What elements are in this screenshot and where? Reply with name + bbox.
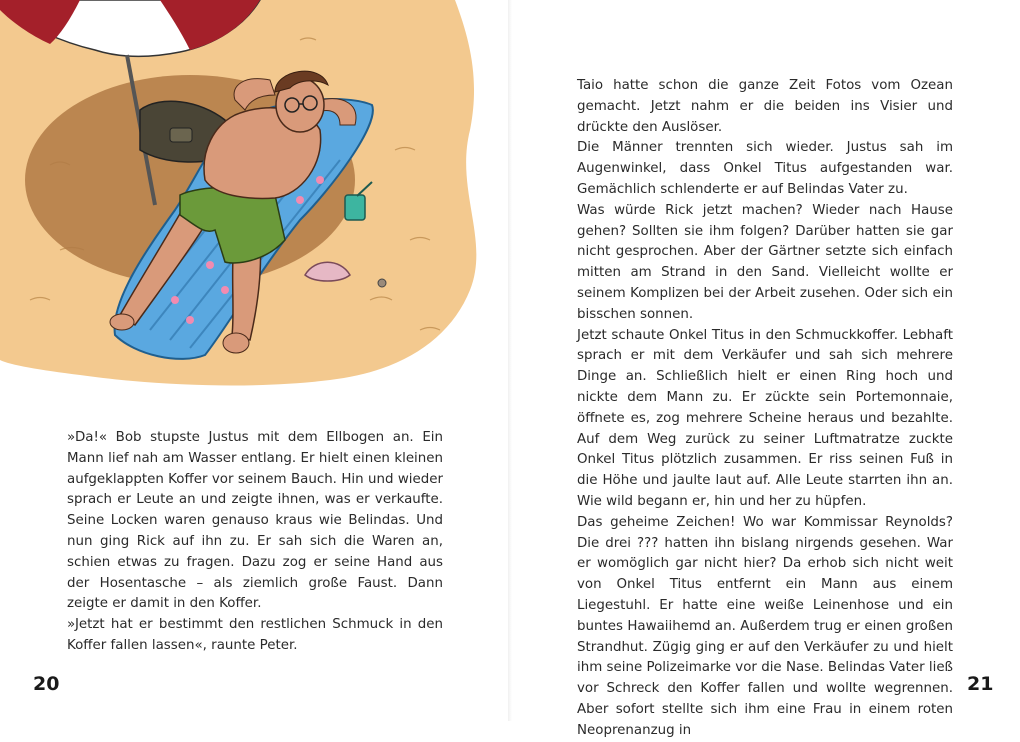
left-page-text (67, 428, 443, 657)
page-gutter (508, 0, 512, 721)
paragraph: Taio hatte schon die ganze Zeit Fotos vom Ozean gemacht. Jetzt nahm er die beiden ins Visier und drückte den Auslöser. (577, 78, 953, 135)
paragraph: Was würde Rick jetzt machen? Wieder nach Hause gehen? Sollten sie ihm folgen? Darüber hatten sie gar nicht gesprochen. Aber der Gärtner setzte sich einfach mitten am Strand in den Sand. Vielleicht wollte er seinem Komplizen bei der Arbeit zusehen. Oder sich ein bisschen sonnen. (577, 202, 953, 322)
beach-illustration (0, 0, 500, 395)
paragraph: »Jetzt hat er bestimmt den restlichen Schmuck in den Koffer fallen lassen«, raunte Peter. (67, 617, 443, 653)
paragraph: »Da!« Bob stupste Justus mit dem Ellbogen an. Ein Mann lief nah am Wasser entlang. Er hielt einen kleinen aufgeklappten Koffer vor seinem Bauch. Hin und wieder sprach er Leute an und zeigte ihnen, was er verkaufte. Seine Locken waren genauso kraus wie Belindas. Und nun ging Rick auf ihn zu. Er sah sich die Waren an, schien etwas zu fragen. Dazu zog er seine Hand aus der Hosentasche – als ziemlich große Faust. Dann zeigte er damit in den Koffer. (67, 430, 443, 612)
paragraph: Jetzt schaute Onkel Titus in den Schmuckkoffer. Lebhaft sprach er mit dem Verkäufer und sah sich mehrere Dinge an. Schließlich hielt er einen Ring hoch und nickte dem Mann zu. Er zückte sein Portemonnaie, öffnete es, zog mehrere Scheine heraus und bezahlte. Auf dem Weg zurück zu seiner Luftmatratze zuckte Onkel Titus plötzlich zusammen. Er riss seinen Fuß in die Höhe und jaulte laut auf. Alle Leute starrten ihn an. Wie wild begann er, hin und her zu hüpfen. (577, 327, 953, 509)
paragraph: Das geheime Zeichen! Wo war Kommissar Reynolds? Die drei ??? hatten ihn bislang nirgends gesehen. War er womöglich gar nicht hier? Da erhob sich nicht weit von Onkel Titus entfernt ein Mann aus einem Liegestuhl. Er hatte eine weiße Leinenhose und ein buntes Hawaiihemd an. Außerdem trug er einen großen Strandhut. Zügig ging er auf den Verkäufer zu und hielt ihm seine Polizeimarke vor die Nase. Belindas Vater ließ vor Schreck den Koffer fallen und wollte wegrennen. Aber sofort stellte sich ihm eine Frau in einem roten Neoprenanzug in (577, 514, 953, 738)
paragraph: Die Männer trennten sich wieder. Justus sah im Augenwinkel, dass Onkel Titus aufgestanden war. Gemächlich schlenderte er auf Belindas Vater zu. (577, 140, 953, 197)
page-number-left: 20 (33, 673, 60, 695)
page-number-right: 21 (967, 673, 994, 695)
right-page-text (577, 76, 953, 742)
